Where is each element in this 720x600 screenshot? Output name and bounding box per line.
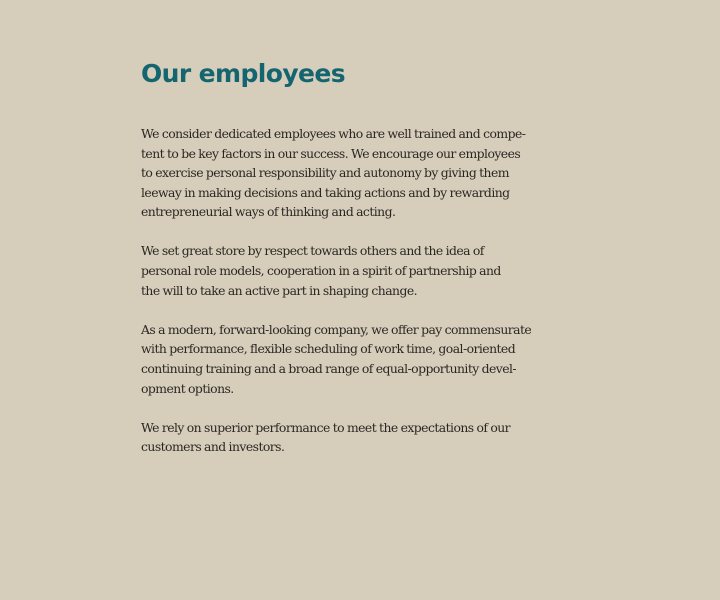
page-title: Our employees [141, 59, 346, 88]
body-text [141, 124, 571, 457]
text-line: leeway in making decisions and taking actions and by rewarding [141, 184, 510, 200]
text-line: opment options. [141, 380, 234, 396]
text-line: We rely on superior performance to meet the expectations of our [141, 419, 511, 435]
text-line: with performance, flexible scheduling of work time, goal-oriented [141, 341, 516, 357]
paragraph-2 [141, 241, 571, 300]
document-page [141, 58, 571, 476]
text-line: to exercise personal responsibility and autonomy by giving them [141, 165, 509, 181]
text-line: the will to take an active part in shaping change. [141, 282, 418, 298]
text-line: As a modern, forward-looking company, we offer pay commensurate [141, 321, 532, 337]
paragraph-4 [141, 418, 571, 457]
text-line: We set great store by respect towards others and the idea of [141, 243, 484, 259]
paragraph-1 [141, 124, 571, 222]
text-line: entrepreneurial ways of thinking and acting. [141, 204, 396, 220]
text-line: customers and investors. [141, 439, 285, 455]
text-line: tent to be key factors in our success. We encourage our employees [141, 145, 521, 161]
text-line: We consider dedicated employees who are well trained and compe- [141, 126, 526, 141]
text-line: continuing training and a broad range of equal-opportunity devel- [141, 360, 517, 376]
paragraph-3 [141, 320, 571, 398]
text-line: personal role models, cooperation in a spirit of partnership and [141, 263, 501, 279]
